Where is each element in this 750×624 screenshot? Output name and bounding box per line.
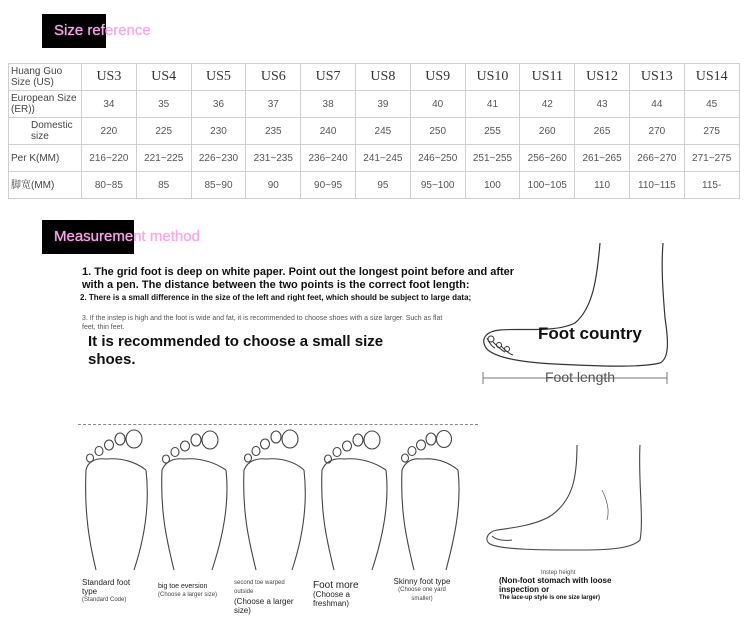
size-table-cell: US13 (629, 64, 684, 91)
measurement-method-banner (42, 220, 200, 254)
size-table-cell: 80~85 (82, 172, 137, 199)
size-table-cell: 100 (465, 172, 520, 199)
size-table-cell: US10 (465, 64, 520, 91)
size-table-cell: 115- (684, 172, 739, 199)
size-table-cell: US14 (684, 64, 739, 91)
foot-country-label: Foot country (538, 324, 642, 343)
foot-type-bunion-caption (158, 582, 230, 600)
size-table (8, 63, 740, 199)
size-table-cell: 270 (629, 118, 684, 145)
size-table-cell: 37 (246, 91, 301, 118)
size-table-cell: 44 (629, 91, 684, 118)
foot-type-title: second toe warped outside (234, 580, 285, 595)
size-table-cell: 110~115 (629, 172, 684, 199)
size-table-row-label: 脚宽(MM) (9, 172, 82, 199)
size-table-row (9, 118, 740, 145)
instep-note-main: (Non-foot stomach with loose inspection or (499, 576, 612, 594)
size-table-cell: 34 (82, 91, 137, 118)
size-table-cell: 250 (410, 118, 465, 145)
size-table-cell: 90 (246, 172, 301, 199)
size-table-cell: 110 (575, 172, 630, 199)
size-table-cell: 261~265 (575, 145, 630, 172)
instruction-step-1: 1. The grid foot is deep on white paper. Point out the longest point before and after with a pen. The distance between the two points is the correct foot length: (82, 266, 515, 291)
size-table-cell: 260 (520, 118, 575, 145)
size-reference-banner (42, 14, 151, 48)
foot-outline-standard (86, 430, 148, 570)
size-table-cell: 266~270 (629, 145, 684, 172)
size-table-cell: 35 (136, 91, 191, 118)
foot-type-wide-caption (313, 581, 383, 608)
foot-length-label: Foot length (545, 369, 616, 385)
size-table-cell: 231~235 (246, 145, 301, 172)
size-table-cell: US7 (301, 64, 356, 91)
size-table-row (9, 64, 740, 91)
size-table-cell: 236~240 (301, 145, 356, 172)
size-table-cell: 251~255 (465, 145, 520, 172)
instep-note (499, 576, 649, 603)
foot-type-note: (Choose a larger size) (158, 592, 218, 598)
foot-type-second-toe-caption (234, 579, 304, 615)
foot-type-standard-caption (82, 578, 140, 605)
instruction-step-2: 2. There is a small difference in the size of the left and right feet, which should be subject to large data; (80, 293, 472, 302)
foot-outline-wide (322, 431, 387, 570)
size-table-cell: 38 (301, 91, 356, 118)
size-table-cell: 40 (410, 91, 465, 118)
size-table-cell: 95 (355, 172, 410, 199)
size-table-cell: 221~225 (136, 145, 191, 172)
size-table-row-label: European Size (ER)) (9, 91, 82, 118)
size-table-row-label: Per K(MM) (9, 145, 82, 172)
instruction-step-3: 3. If the instep is high and the foot is wide and fat, it is recommended to choose shoes with a size larger. Such as flat feet, thin feet. (82, 315, 443, 331)
size-table-cell: 90~95 (301, 172, 356, 199)
size-table-cell: 256~260 (520, 145, 575, 172)
size-table-cell: 245 (355, 118, 410, 145)
size-table-row (9, 172, 740, 199)
instep-illustration (482, 440, 652, 565)
size-table-cell: US9 (410, 64, 465, 91)
size-table-cell: 241~245 (355, 145, 410, 172)
recommendation-text: It is recommended to choose a small size shoes. (88, 333, 384, 368)
size-table-cell: 225 (136, 118, 191, 145)
size-table-cell: 85 (136, 172, 191, 199)
foot-type-note: (Standard Code) (82, 597, 127, 603)
size-table-cell: 36 (191, 91, 246, 118)
size-table-cell: 95~100 (410, 172, 465, 199)
size-table-cell: US12 (575, 64, 630, 91)
foot-type-title: Foot more (313, 580, 359, 591)
foot-type-title: Skinny foot type (393, 577, 451, 586)
size-table-cell: 230 (191, 118, 246, 145)
foot-outline-bunion (162, 431, 227, 570)
foot-type-note: (Choose a larger size) (234, 597, 294, 615)
size-table-cell: 271~275 (684, 145, 739, 172)
size-table-cell: 240 (301, 118, 356, 145)
foot-type-skinny-caption (392, 577, 452, 604)
size-table-cell: US6 (246, 64, 301, 91)
size-table-cell: 265 (575, 118, 630, 145)
foot-type-note: (Choose one yard smaller) (398, 587, 446, 602)
size-table-cell: US11 (520, 64, 575, 91)
size-table-cell: US8 (355, 64, 410, 91)
size-table-cell: 45 (684, 91, 739, 118)
size-table-cell: 85~90 (191, 172, 246, 199)
foot-length-illustration (475, 238, 675, 388)
measurement-method-title: Measurement method (54, 228, 200, 245)
size-table-cell: US5 (191, 64, 246, 91)
size-table-cell: 39 (355, 91, 410, 118)
size-table-row (9, 145, 740, 172)
size-table-cell: 42 (520, 91, 575, 118)
size-table-cell: 100~105 (520, 172, 575, 199)
size-table-cell: 226~230 (191, 145, 246, 172)
size-table-row-label: Huang Guo Size (US) (9, 64, 82, 91)
size-table-cell: 275 (684, 118, 739, 145)
size-table-cell: 246~250 (410, 145, 465, 172)
size-table-cell: 255 (465, 118, 520, 145)
size-table-cell: US3 (82, 64, 137, 91)
size-table-row-label: Domestic size (9, 118, 82, 145)
size-table-cell: 43 (575, 91, 630, 118)
foot-types-illustration (78, 425, 478, 575)
size-table-cell: US4 (136, 64, 191, 91)
foot-outline-skinny (402, 431, 460, 571)
size-table-cell: 235 (246, 118, 301, 145)
foot-outline-second-toe (244, 430, 306, 570)
foot-type-title: Standard foot type (82, 578, 131, 596)
size-reference-title: Size reference (54, 22, 151, 39)
instep-height-label: Instep height (541, 570, 576, 576)
size-table-cell: 216~220 (82, 145, 137, 172)
size-table-row (9, 91, 740, 118)
instep-note-sub: The lace-up style is one size larger) (499, 595, 601, 601)
size-table-cell: 220 (82, 118, 137, 145)
size-table-cell: 41 (465, 91, 520, 118)
foot-type-title: big toe eversion (158, 583, 208, 590)
foot-type-note: (Choose a freshman) (313, 590, 350, 608)
